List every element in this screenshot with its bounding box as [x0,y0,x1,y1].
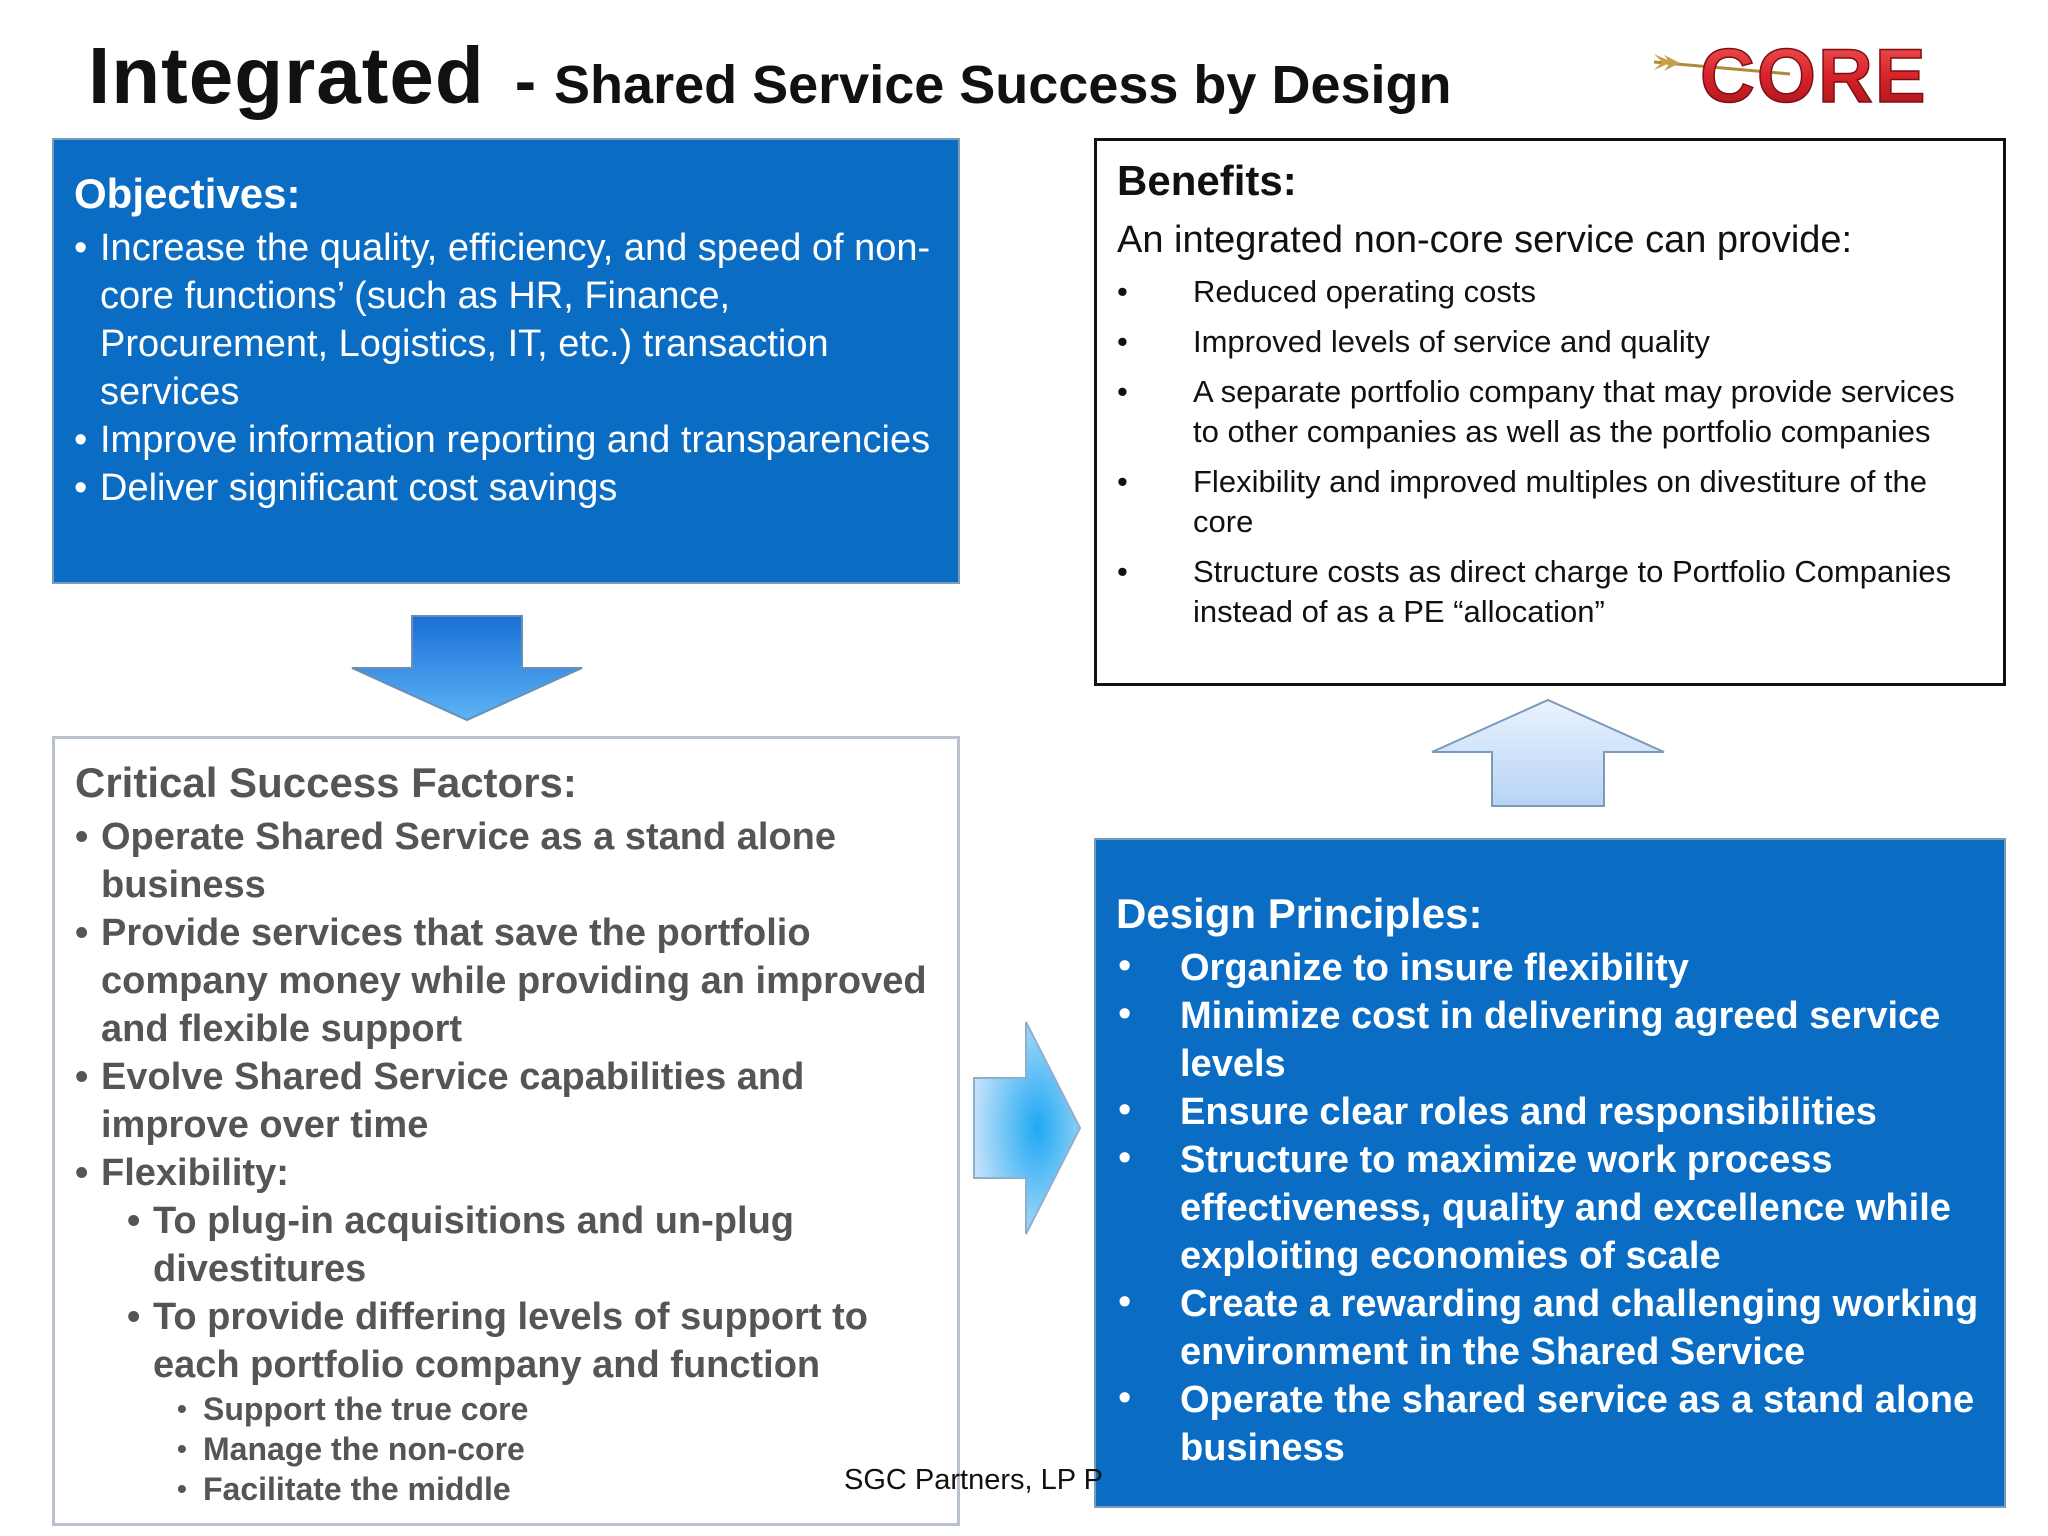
list-item: • A separate portfolio company that may provide services to other companies as well as the portfolio companies [1117,372,1985,452]
list-item: • Ensure clear roles and responsibilities [1116,1088,1986,1136]
footer-text: SGC Partners, LP P [844,1464,1103,1496]
objectives-panel [52,138,960,584]
list-item: • Improve information reporting and transparencies [74,416,940,464]
list-item: • Flexibility: [75,1149,939,1197]
arrow-up-icon [1432,700,1664,806]
list-item: • Deliver significant cost savings [74,464,940,512]
list-item: • Minimize cost in delivering agreed service levels [1116,992,1986,1088]
list-item: • Structure to maximize work process effectiveness, quality and excellence while exploiting economies of scale [1116,1136,1986,1280]
design-list [1116,944,1986,1472]
list-item: • Increase the quality, efficiency, and speed of non-core functions’ (such as HR, Finance, Procurement, Logistics, IT, etc.) transaction services [74,224,940,416]
design-heading: Design Principles: [1116,890,1483,937]
list-item: • Create a rewarding and challenging working environment in the Shared Service [1116,1280,1986,1376]
core-logo [1650,22,2048,122]
arrow-down-icon [352,616,582,720]
objectives-heading: Objectives: [74,170,301,217]
title-main: Integrated [88,31,485,120]
logo-text: CORE [1700,34,1928,119]
benefits-heading: Benefits: [1117,157,1297,204]
list-item: • Facilitate the middle [177,1469,939,1509]
list-item: • Operate Shared Service as a stand alone business [75,813,939,909]
page-title [88,30,1452,122]
list-item: • Flexibility and improved multiples on divestiture of the core [1117,462,1985,542]
title-dash: - [514,45,537,117]
benefits-panel [1094,138,2006,686]
csf-flexibility-list [127,1197,939,1389]
list-item: • Reduced operating costs [1117,272,1985,312]
critical-success-factors-panel [52,736,960,1526]
title-subtitle: Shared Service Success by Design [554,55,1452,115]
list-item: • Organize to insure flexibility [1116,944,1986,992]
list-item: • Structure costs as direct charge to Portfolio Companies instead of as a PE “allocation” [1117,552,1985,632]
csf-heading: Critical Success Factors: [75,759,577,806]
csf-list [75,813,939,1197]
csf-support-list [177,1389,939,1509]
list-item: • To plug-in acquisitions and un-plug divestitures [127,1197,939,1293]
objectives-list [74,224,940,512]
list-item: • Support the true core [177,1389,939,1429]
list-item: • Provide services that save the portfolio company money while providing an improved and flexible support [75,909,939,1053]
list-item: • To provide differing levels of support to each portfolio company and function [127,1293,939,1389]
benefits-intro: An integrated non-core service can provide: [1117,219,1853,261]
list-item: • Operate the shared service as a stand alone business [1116,1376,1986,1472]
arrow-right-icon [974,1022,1080,1234]
list-item: • Evolve Shared Service capabilities and improve over time [75,1053,939,1149]
design-principles-panel [1094,838,2006,1508]
list-item: • Manage the non-core [177,1429,939,1469]
list-item: • Improved levels of service and quality [1117,322,1985,362]
benefits-list [1117,272,1985,632]
